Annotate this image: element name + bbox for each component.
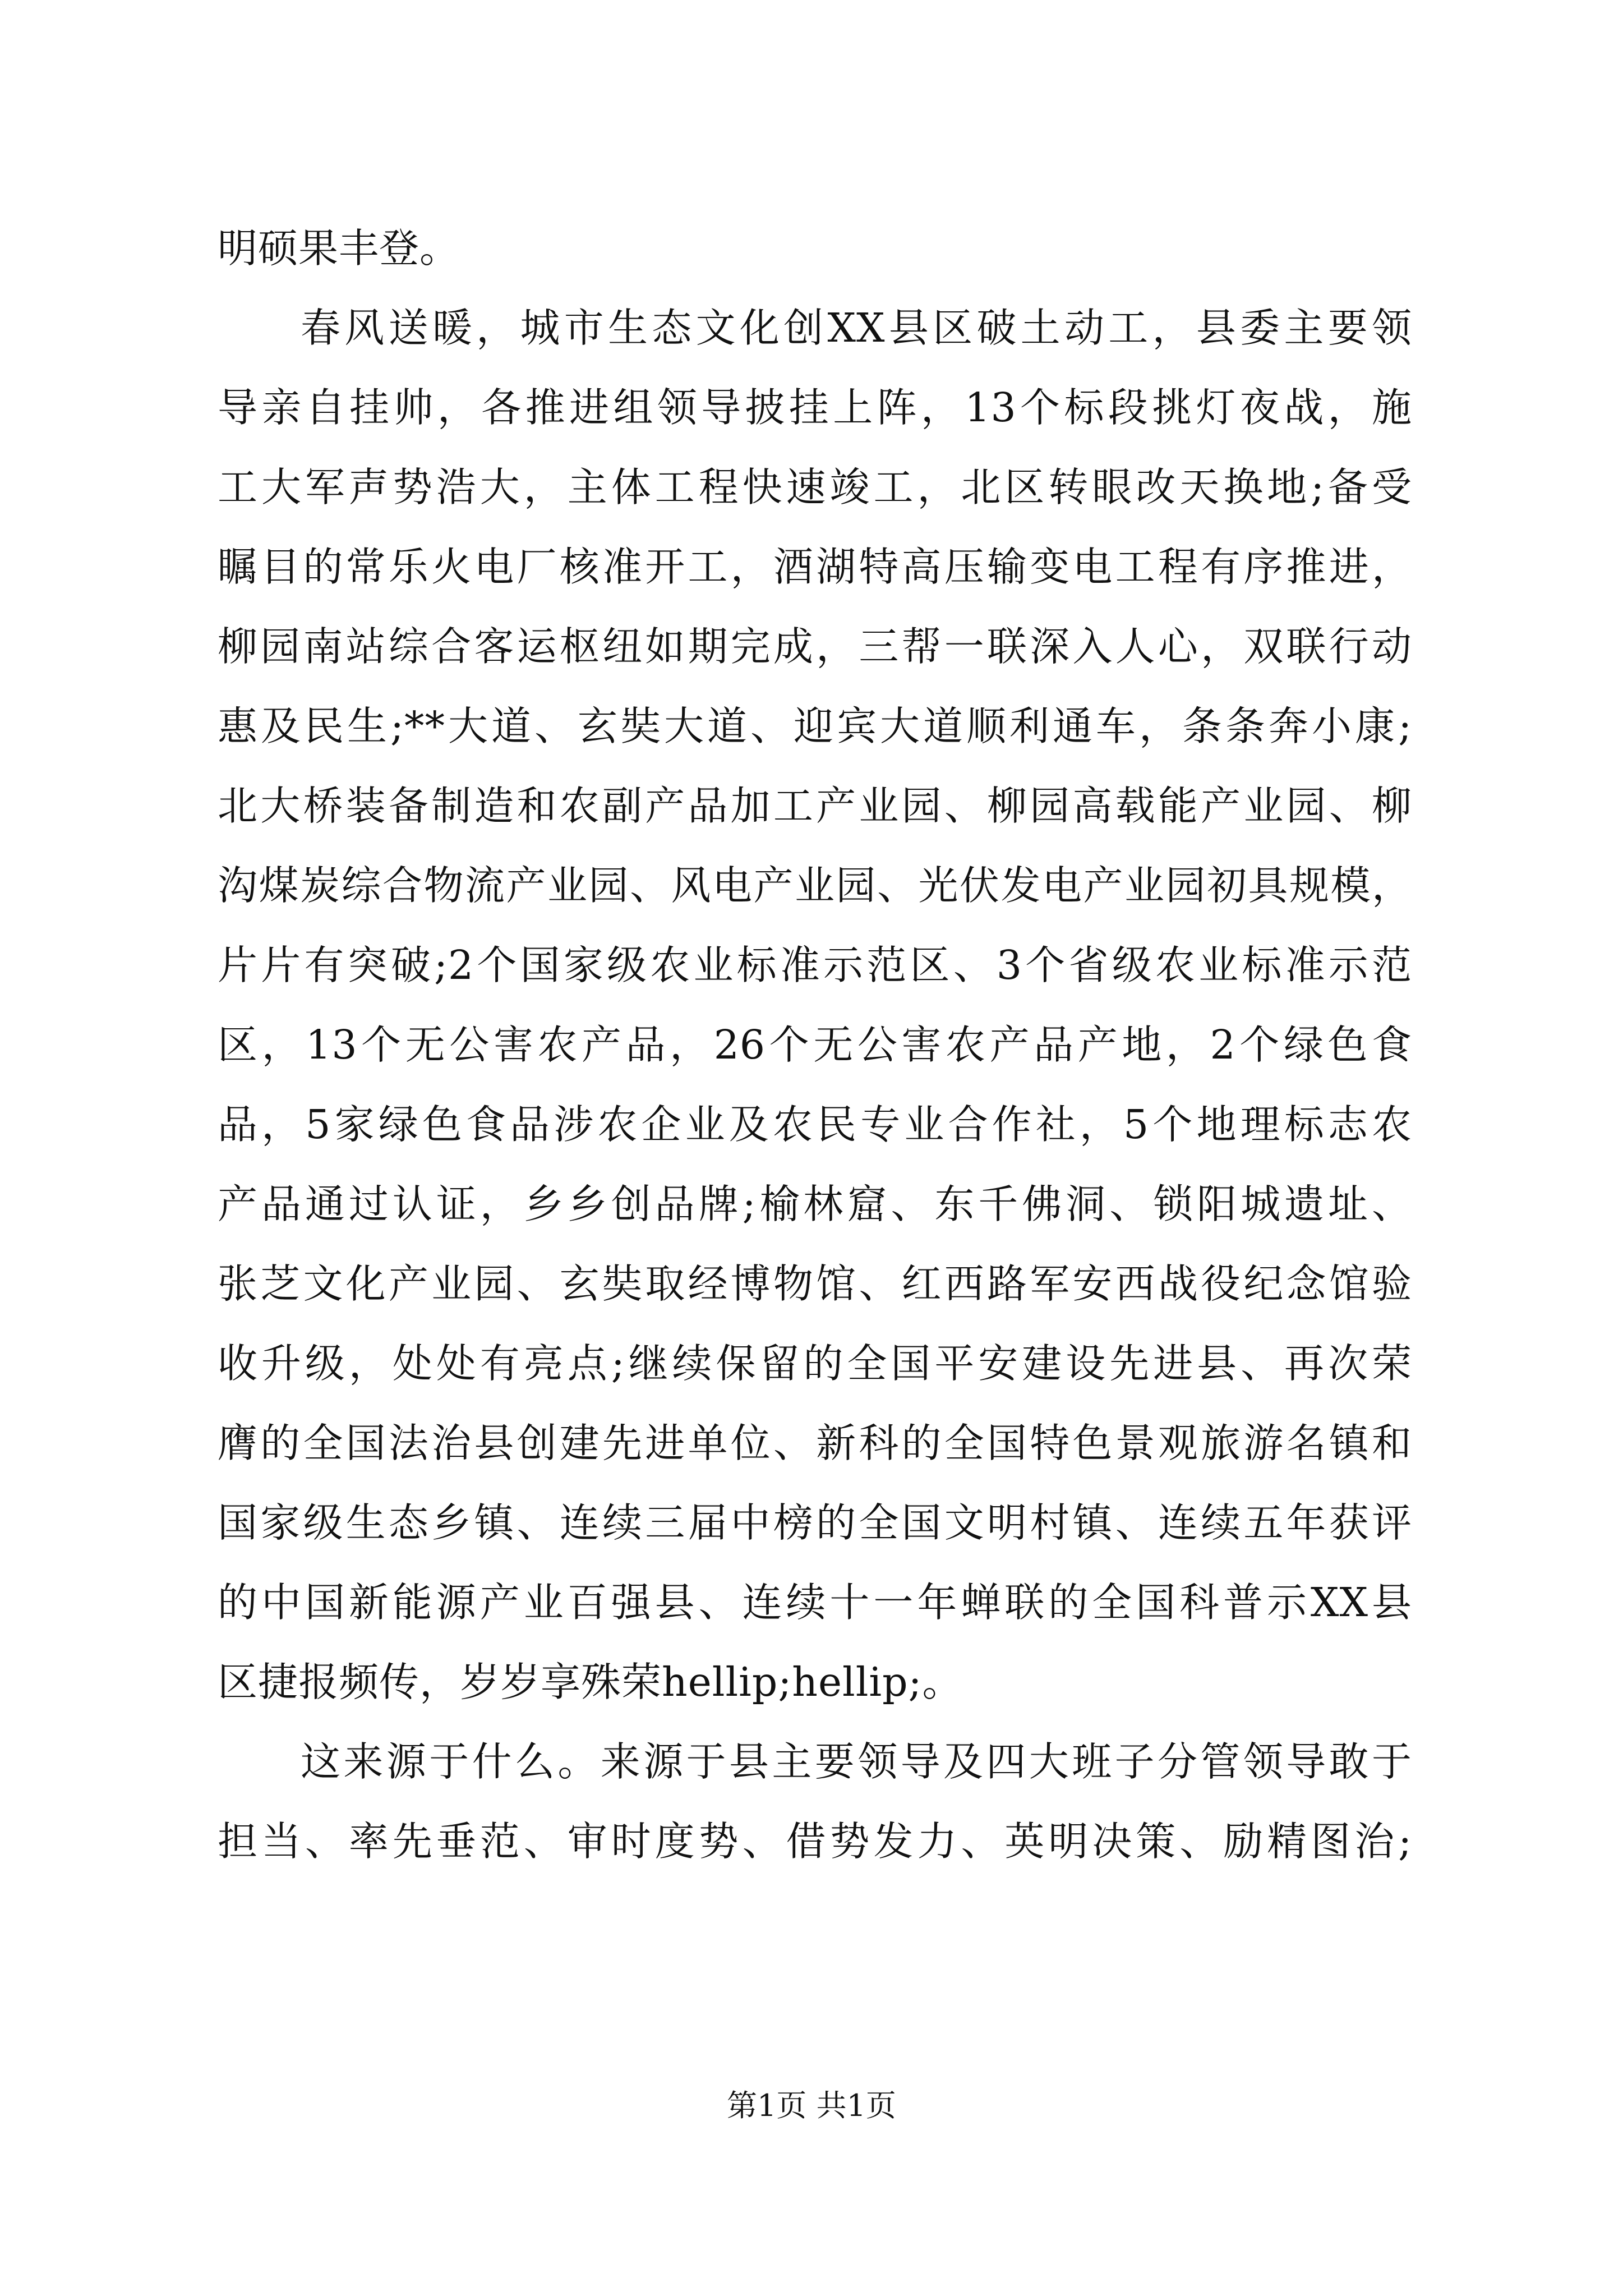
text-line: 膺的全国法治县创建先进单位、新科的全国特色景观旅游名镇和 — [218, 1420, 1412, 1466]
text-line: 沟煤炭综合物流产业园、风电产业园、光伏发电产业园初具规模， — [218, 862, 1412, 909]
text-line: 张芝文化产业园、玄奘取经博物馆、红西路军安西战役纪念馆验 — [218, 1260, 1412, 1307]
body-text — [218, 209, 1412, 1881]
text-line: 明硕果丰登。 — [218, 225, 460, 272]
text-line: 瞩目的常乐火电厂核准开工，酒湖特高压输变电工程有序推进， — [218, 544, 1412, 590]
text-line: 的中国新能源产业百强县、连续十一年蝉联的全国科普示XX县 — [218, 1579, 1412, 1626]
text-line: 收升级，处处有亮点;继续保留的全国平安建设先进县、再次荣 — [218, 1340, 1412, 1387]
text-line: 北大桥装备制造和农副产品加工产业园、柳园高载能产业园、柳 — [218, 783, 1412, 829]
text-line: 区捷报频传，岁岁享殊荣hellip;hellip;。 — [218, 1659, 963, 1705]
text-line: 片片有突破;2个国家级农业标准示范区、3个省级农业标准示范 — [218, 942, 1412, 988]
text-line: 品，5家绿色食品涉农企业及农民专业合作社，5个地理标志农 — [218, 1101, 1412, 1148]
text-line: 柳园南站综合客运枢纽如期完成，三帮一联深入人心，双联行动 — [218, 623, 1412, 670]
text-line: 区，13个无公害农产品，26个无公害农产品产地，2个绿色食 — [218, 1022, 1412, 1068]
text-line: 产品通过认证，乡乡创品牌;榆林窟、东千佛洞、锁阳城遗址、 — [218, 1181, 1412, 1227]
page-footer: 第1页 共1页 — [727, 2088, 896, 2123]
text-line: 工大军声势浩大，主体工程快速竣工，北区转眼改天换地;备受 — [218, 464, 1412, 510]
text-line: 惠及民生;**大道、玄奘大道、迎宾大道顺利通车，条条奔小康; — [218, 703, 1412, 749]
text-line: 国家级生态乡镇、连续三届中榜的全国文明村镇、连续五年获评 — [218, 1499, 1412, 1546]
text-line: 担当、率先垂范、审时度势、借势发力、英明决策、励精图治; — [218, 1818, 1412, 1865]
text-line: 春风送暖，城市生态文化创XX县区破土动工，县委主要领 — [301, 305, 1412, 351]
text-line: 这来源于什么。来源于县主要领导及四大班子分管领导敢于 — [301, 1738, 1412, 1785]
text-line: 导亲自挂帅，各推进组领导披挂上阵，13个标段挑灯夜战，施 — [218, 384, 1412, 431]
